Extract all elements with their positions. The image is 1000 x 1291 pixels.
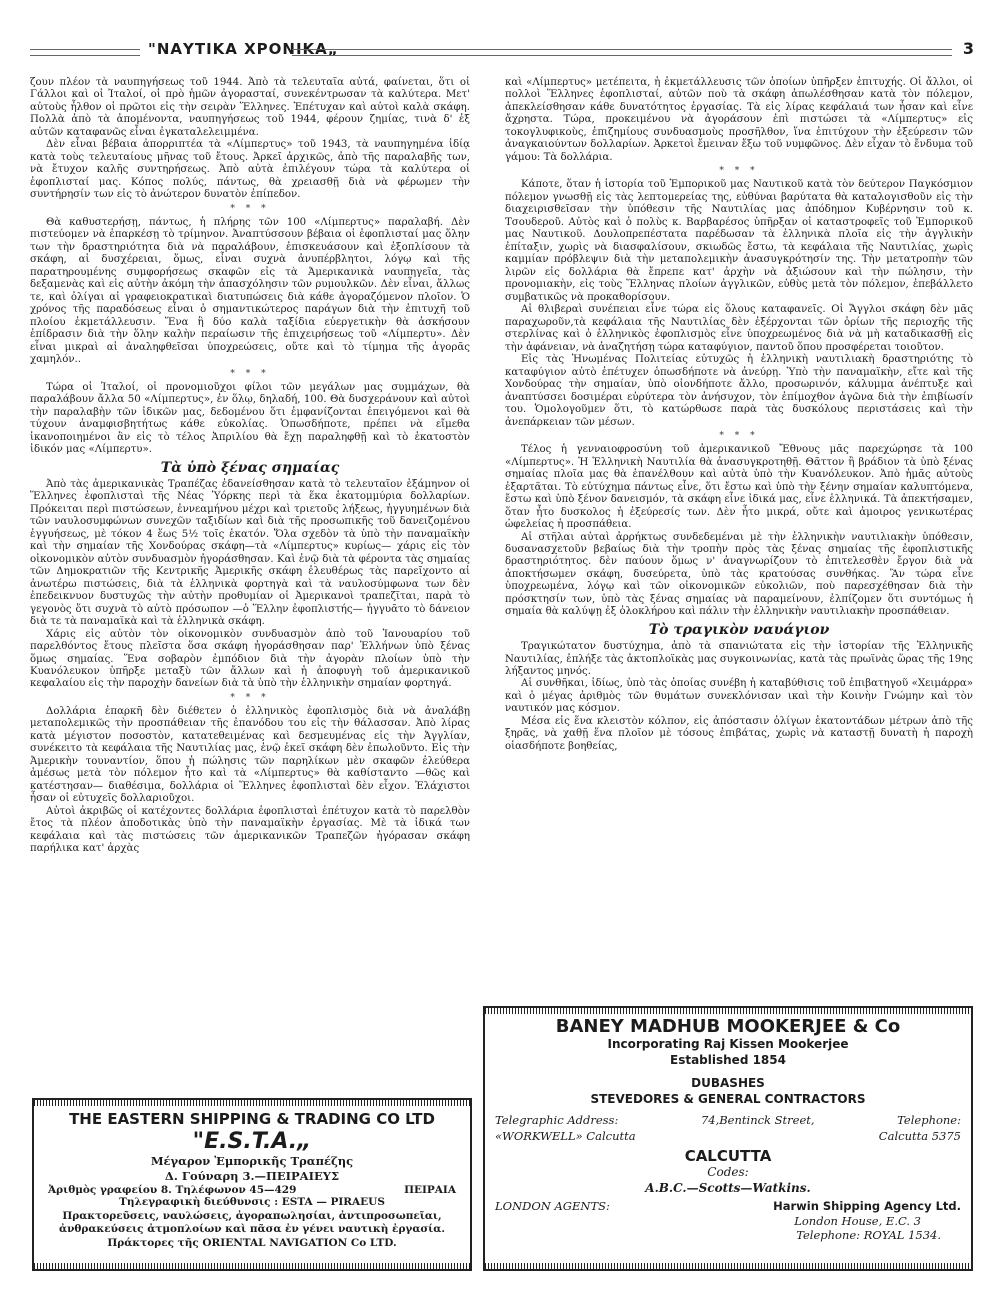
phone-row (40, 1184, 464, 1196)
telegraphic-label: Telegraphic Address: (495, 1113, 619, 1128)
page-number: 3 (962, 39, 974, 58)
telegraphic-value: «WORKWELL» Calcutta (495, 1128, 636, 1143)
header-rule-left (30, 49, 140, 56)
article-paragraph: Αἱ στῆλαι αὐταὶ ἀρρήκτως συνδεδεμέναι μὲ τὴν ἑλληνικὴν ναυτιλιακὴν ὑπόθεσιν, δυσανασχετοῦν βεβαίως διὰ τὴν τροπὴν πρὸς τὰς ξένας σημαίας τῆς ἐφοπλιστικῆς δραστηριότητος. δὲν παύουν ὅμως ν' ἀναγνωρίζουν τὸ ἐπιτελεσθὲν ἔργον διὰ νὰ ἀποκτήσωμεν σκάφη, δυσεύρετα, ὑπὸ τὰς κρατούσας συνθήκας. Ἂν τώρα εἶνε ὑποχρεωμένα, λόγῳ καὶ τῶν οἰκονομικῶν εὐκολιῶν, ποὺ παρεσχέθησαν διὰ τὴν πρόσκτησίν των, ὑπὸ τὰς ξένας σημαίας νὰ παραμείνουν, ἐλπίζομεν ὅτι συντόμως ἡ σημαία θὰ καλύψῃ ἐξ ὁλοκλήρου καὶ πάλιν τὴν ἑλληνικὴν ναυτιλιακὴν προσπάθειαν. (505, 531, 973, 618)
section-separator: * * * (719, 431, 759, 442)
ad-border-stripe (34, 1263, 470, 1269)
company-established: Established 1854 (670, 1052, 786, 1067)
company-incorporating: Incorporating Raj Kissen Mookerjee (607, 1037, 849, 1051)
article-paragraph: Τώρα οἱ Ἰταλοί, οἱ προνομιοῦχοι φίλοι τῶν μεγάλων μας συμμάχων, θὰ παραλάβουν ἄλλα 50 «Λίμπερτυς», ἐν ὅλῳ, δηλαδή, 100. Θὰ δυσχεράνουν καὶ αὐτοὶ τὴν παραλαβὴν τῶν ἰδικῶν μας, δεδομένου ὅτι ἐμφανίζονται ἐπειγόμενοι καὶ θὰ τύχουν ἀναμφισβητήτως κάθε εὐκολίας. Ὁπωσδήποτε, πρέπει νὰ εἴμεθα ἱκανοποιημένοι ἂν εἰς τὸ τέλος Ἀπριλίου θὰ ἔχῃ παραληφθῇ καὶ τὸ ἑκατοστὸν ἰδικόν μας «Λίμπερτυ». (30, 381, 470, 456)
article-paragraph: Αἱ συνθῆκαι, ἰδίως, ὑπὸ τὰς ὁποίας συνέβη ἡ καταβύθισις τοῦ ἐπιβατηγοῦ «Χειμάρρα» καὶ ὁ μέγας ἀριθμὸς τῶν θυμάτων συνεκλόνισαν ικαὶ τὴν Κοινὴν Γνώμην καὶ τὸν ναυτικόν μας κόσμον. (505, 678, 973, 715)
london-house: London House, E.C. 3 (794, 1214, 921, 1229)
advertisement-baney-madhub (483, 1006, 973, 1271)
company-role: DUBASHES (691, 1076, 765, 1091)
company-city: CALCUTTA (684, 1147, 772, 1166)
company-address: Μέγαρον Ἐμπορικῆς Τραπέζης (150, 1154, 354, 1168)
page-header (30, 38, 980, 64)
article-paragraph: καὶ «Λίμπερτυς» μετέπειτα, ἡ ἐκμετάλλευσις τῶν ὁποίων ὑπῆρξεν ἐπιτυχής. Οἱ ἄλλοι, οἱ πολλοὶ Ἕλληνες ἐφοπλισταί, αὐτῶν ποὺ τὰ σκάφη ἀπωλέσθησαν κατὰ τὸν πόλεμον, ἀπεκλείσθησαν κάθε δυνατότητος ἐργασίας. Τὰ εἰς λίρας κεφάλαιά των ἦσαν καὶ εἶνε ἄχρηστα. Τώρα, προκειμένου νὰ ἀγοράσουν ἐπὶ πιστώσει τὰ «Λίμπερτυς» εἰς τοκογλυφικοὺς, ἐπιζημίους συνδυασμοὺς προσῆλθον, ἵνα ἐπιτύχουν τὴν ἐξεύρεσιν τῶν ἀναγκαιούντων δολλαρίων. Ἀρκετοὶ ἔμειναν ἔξω τοῦ νυμφῶνος. Δὲν εἶχαν τὸ ἔνδυμα τοῦ γάμου: Τὰ δολλάρια. (505, 77, 973, 163)
article-paragraph: Κάποτε, ὅταν ἡ ἱστορία τοῦ Ἐμπορικοῦ μας Ναυτικοῦ κατὰ τὸν δεύτερον Παγκόσμιον πόλεμον γνωσθῇ εἰς τὰς λεπτομερείας της, εὐθύναι βαρύτατα θὰ καταλογισθοῦν εἰς τὴν διαχειρισθεῖσαν τὴν ὑπόθεσιν τῆς Ναυτιλίας μας ἀπόδημον Κυβέρνησιν τοῦ κ. Τσουδεροῦ. Αὐτὸς καὶ ὁ πολὺς κ. Βαρβαρέσος ὑπῆρξαν οἱ καταστροφεῖς τοῦ Ἐμπορικοῦ μας Ναυτικοῦ. Δουλοπρεπέστατα παρέδωσαν τὰ ἑλληνικὰ πλοῖα εἰς τὴν ἀγγλικὴν ἐπίταξιν, χωρὶς νὰ διασφαλίσουν, σκιωδῶς ἔστω, τὰ κεφάλαια τῆς Ναυτιλίας, χωρὶς καμμίαν πρόβλεψιν διὰ τὴν μεταπολεμικὴν ἀνασυγκρότησίν της. Τὴν μετατροπὴν τῶν λιρῶν εἰς δολλάρια θὰ ἔπρεπε κατ' ἀρχὴν νὰ ἀξιώσουν καὶ τὴν πώλησιν, τὴν προνομιακὴν, εἰς τοὺς Ἕλληνας πλοίων ἀγγλικῶν, εὐθὺς μετὰ τὸν πόλεμον, ἐπεβάλλετο συμβατικῶς νὰ προκαθορίσουν. (505, 179, 973, 303)
london-phone: Telephone: ROYAL 1534. (796, 1228, 941, 1243)
article-paragraph: Χάρις εἰς αὐτὸν τὸν οἰκονομικὸν συνδυασμὸν ἀπὸ τοῦ Ἰανουαρίου τοῦ παρελθόντος ἔτους πλεῖστα ὅσα σκάφη ἠγοράσθησαν παρ' Ἑλλήνων ὑπὸ ξένας ὅμως σημαίας. Ἕνα σοβαρὸν ἐμπόδιον διὰ τὴν ἀγορὰν πλοίων ὑπὸ τὴν Κυανόλευκον ὑπῆρξε μεταξὺ τῶν ἄλλων καὶ ἡ ἀποφυγὴ τοῦ ἀμερικανικοῦ κεφαλαίου εἰς τὴν παροχὴν δανείων διὰ τὰ ὑπὸ τὴν ἑλληνικὴν σημαίαν φορτηγά. (30, 628, 470, 690)
article-paragraph: Τραγικώτατον δυστύχημα, ἀπὸ τὰ σπανιώτατα εἰς τὴν ἱστορίαν τῆς Ἑλληνικῆς Ναυτιλίας, ἐπλήξε τὰς ἀκτοπλοϊκὰς μας συγκοινωνίας, κατὰ τὰς πρωϊνὰς ὥρας τῆς 19ης λήξαντος μηνός. (505, 641, 973, 677)
ad-content (40, 1108, 464, 1261)
ad-border-stripe (34, 1100, 470, 1106)
codes-label: Codes: (707, 1165, 749, 1180)
article-paragraph: Εἰς τὰς Ἡνωμένας Πολιτείας εὐτυχῶς ἡ ἑλληνικὴ ναυτιλιακὴ δραστηριότης τὸ καταφύγιον αὐτὸ ἐπέτυχεν ὁπωσδήποτε νὰ ἀνεύρῃ. Ὑπὸ τὴν παναμαϊκὴν, εἴτε καὶ τῆς Χονδούρας τὴν σημαίαν, ὑπὸ οἱονδήποτε ἄλλο, προσωρινόν, κάλυμμα ἀνέπτυξε καὶ ἀναπτύσσει δοσιμέραι εὐρύτερα τὸν ἀνήσυχον, τὸν ἐπίμοχθον ἀγῶνα διὰ τὴν ἐπιβίωσίν του. Ὁμολογοῦμεν ὅτι, τὸ κατώρθωσε παρὰ τὰς δυσκόλους περιστάσεις καὶ τὴν ἀνεπάρκειαν τῶν μέσων. (505, 354, 973, 428)
article-paragraph: Μέσα εἰς ἕνα κλειστὸν κόλπον, εἰς ἀπόστασιν ὀλίγων ἑκατοντάδων μέτρων ἀπὸ τῆς ξηρᾶς, νὰ χαθῇ ἕνα πλοῖον μὲ τόσους ἐπιβάτας, χωρὶς νὰ καταστῇ δυνατὴ ἡ παροχὴ οἱασδήποτε βοηθείας, (505, 715, 973, 752)
contact-row (495, 1129, 961, 1145)
company-agents: Πράκτορες τῆς ORIENTAL NAVIGATION Co LTD. (107, 1236, 397, 1249)
advertisement-esta (32, 1098, 472, 1271)
london-agent-name: Harwin Shipping Agency Ltd. (773, 1198, 961, 1213)
telephone-value: Calcutta 5375 (878, 1128, 961, 1143)
article-paragraph: Δὲν εἶναι βέβαια ἀπορριπτέα τὰ «Λίμπερτυς» τοῦ 1943, τὰ ναυπηγημένα ἰδίᾳ κατὰ τοὺς τελευταίους μῆνας τοῦ ἔτους. Ἀρκεῖ ἀρχικῶς, ἀπὸ τῆς παραλαβῆς των, νὰ ἔτυχον καλῆς συντηρήσεως. Ἀπὸ αὐτὰ ἐπιλέγουν τώρα τὰ καλύτερα οἱ ἐφοπλισταί μας. Κόπος πολύς, πάντως, θὰ χρειασθῇ διὰ νὰ φέρωμεν τὴν συντήρησίν των εἰς τὸ ἀνώτερον δυνατὸν ἐπίπεδον. (30, 139, 470, 201)
section-separator: * * * (230, 368, 270, 379)
article-paragraph: Δολλάρια ἐπαρκῆ δὲν διέθετεν ὁ ἑλληνικὸς ἐφοπλισμὸς διὰ νὰ ἀναλάβῃ μεταπολεμικῶς τὴν προσπάθειαν τῆς ἐπανόδου του εἰς τὴν θάλασσαν. Ἀπὸ λίρας κατὰ μέγιστον ποσοστὸν, κατατεθειμένας καὶ δεσμευμένας εἰς τὴν Ἀγγλίαν, συνέκειτο τὰ κεφάλαια τῆς Ναυτιλίας μας, ἐνῷ ἐκεῖ σκάφη δὲν ἐπωλοῦντο. Εἰς τὴν Ἀμερικὴν τουναντίον, ὅπου ἡ πώλησις τῶν παρηλίκων μὲν σκαφῶν ἐλεύθερα ἀμέσως μετὰ τὸν πόλεμον ἦτο καὶ τὰ «Λίμπερτυς» θὰ καθίσταντο —θῶς καὶ κατέστησαν— διαθέσιμα, δολλάρια οἱ Ἕλληνες ἐφοπλισταὶ δὲν εἶχον. Ἐλάχιστοι ἦσαν οἱ εὐτυχεῖς δολλαριοῦχοι. (30, 705, 470, 805)
article-paragraph: Αὐτοὶ ἀκριβῶς οἱ κατέχοντες δολλάρια ἐφοπλισταὶ ἐπέτυχον κατὰ τὸ παρελθὸν ἔτος τὰ πλέον ἀποδοτικὰς ὑπὸ τὴν παναμαϊκὴν ἐργασίας. Μὲ τὰ ἰδικά των κεφάλαια καὶ τὰς πιστώσεις τῶν ἀμερικανικῶν Τραπεζῶν ἠγόρασαν σκάφη παρήλικα κατ' ἀρχὰς (30, 805, 470, 855)
telegraph-address: Τηλεγραφικὴ διεύθυνσις : ESTA — PIRAEUS (119, 1195, 385, 1208)
telephone-label: Telephone: (897, 1113, 961, 1128)
article-paragraph: Αἱ θλιβεραὶ συνέπειαι εἶνε τώρα εἰς ὅλους καταφανεῖς. Οἱ Ἄγγλοι σκάφη δὲν μᾶς παραχωροῦν,τὰ κεφάλαια τῆς Ναυτιλίας δὲν ἐξέρχονται τῶν ὁρίων τῆς περιοχῆς τῆς στερλίνας καὶ ὁ ἑλληνικὸς ἐφοπλισμὸς εἶνε ὑποχρεωμένος διὰ νὰ μὴ καταδικασθῇ εἰς τὴν ἀφάνειαν, νὰ ἀναζητήσῃ τώρα καταφύγιον, παντοῦ ὅπου προσφέρεται τοιοῦτον. (505, 304, 973, 353)
company-name: THE EASTERN SHIPPING & TRADING CO LTD (69, 1110, 435, 1128)
phone-label: Ἀριθμὸς γραφείου 8. Τηλέφωνον 45—429 (48, 1183, 297, 1196)
section-heading: Τὸ τραγικὸν ναυάγιον (648, 621, 830, 638)
article-paragraph: ζουν πλέον τὰ ναυπηγήσεως τοῦ 1944. Ἀπὸ τὰ τελευταῖα αὐτά, φαίνεται, ὅτι οἱ Γάλλοι καὶ οἱ Ἰταλοί, οἱ πρὸ ἡμῶν ἀγορασταί, συνεκέντρωσαν τὰ καλύτερα. Μετ' αὐτοὺς ἦλθον οἱ πρῶτοι εἰς τὴν σειρὰν Ἕλληνες. Ἐπέτυχαν καὶ αὐτοὶ καλὰ σκάφη. Πολλὰ ἀπὸ τὰ ἀπομένοντα, ναυπηγήσεως τοῦ 1944, φέρουν ζημίας, τινὰ δ' ἐξ αὐτῶν καταφανῶς εἶναι ἐγκαταλελειμμένα. (30, 77, 470, 138)
section-separator: * * * (230, 203, 270, 214)
company-acronym: "E.S.T.A.„ (192, 1129, 312, 1154)
company-services: Πρακτορεῦσεις, ναυλώσεις, ἀγοραπωλησίαι, ἀντιπροσωπεῖαι, ἀνθρακεύσεις ἀτμοπλοίων καὶ πᾶσα ἐν γένει ναυτικὴ ἐργασία. (59, 1209, 445, 1236)
company-name: BANEY MADHUB MOOKERJEE & Co (555, 1016, 901, 1037)
ad-content (495, 1016, 961, 1261)
london-agents-label: LONDON AGENTS: (495, 1198, 610, 1213)
right-column (505, 77, 973, 753)
left-column (30, 77, 470, 856)
london-agents-row (495, 1199, 961, 1215)
ad-border-stripe (485, 1263, 971, 1269)
company-address: Δ. Γούναρη 3.—ΠΕΙΡΑΙΕΥΣ (164, 1168, 340, 1183)
street-address: 74,Bentinck Street, (700, 1113, 815, 1128)
company-role: STEVEDORES & GENERAL CONTRACTORS (590, 1091, 866, 1106)
article-paragraph: Ἀπὸ τὰς ἀμερικανικὰς Τραπέζας ἐδανείσθησαν κατὰ τὸ τελευταῖον ἑξάμηνον οἱ Ἕλληνες ἐφοπλισταὶ τῆς Νέας Ὑόρκης περὶ τὰ ἕκα ἑκατομμύρια δολλαρίων. Πρόκειται περὶ πιστώσεων, ἐννεαμήνου μέχρι καὶ τριετοῦς λήξεως, ἠγγυημένων διὰ τῶν ναυλοσυμφώνων συνεχῶν ταξιδίων καὶ διὰ τῆς προσωπικῆς τοῦ δανειζομένου ἐγγυήσεως, μὲ τόκον 4 ἕως 5½ τοῖς ἑκατόν. Ὅλα σχεδὸν τὰ ὑπὸ τὴν παναμαϊκὴν καὶ τὴν σημαίαν τῆς Χονδούρας σκάφη—τὰ «Λίμπερτυς» κυρίως— χάρις εἰς τὸν οἰκονομικὸν αὐτὸν συνδυασμὸν ἠγοράσθησαν. Καὶ ἐνῷ διὰ τὰ φέροντα τὰς σημαίας τῶν Δημοκρατιῶν τῆς Κεντρικῆς Ἀμερικῆς σκάφη ἐλευθέρως τὰς παρεῖχοντο αἱ ἀνωτέρω πιστώσεις, διὰ τὰ ἑλληνικὰ φορτηγὰ καὶ τὰ ναυλοσύμφωνα των δὲν ἐπεδεικνυον δυστυχῶς τὴν αὐτὴν προθυμίαν οἱ Ἀμερικανοὶ τραπεζῖται, παρὰ τὸ γεγονὸς ὅτι συχνὰ τὸ αὐτὸ πρόσωπον —ὁ Ἕλλην ἐφοπλιστής— ἠγγυᾶτο τὸ δάνειον διὰ τε τὰ παναμαϊκὰ καὶ τὰ ἑλληνικὰ σκάφη. (30, 478, 470, 628)
section-heading: Τὰ ὑπὸ ξένας σημαίας (160, 459, 340, 476)
section-separator: * * * (719, 166, 759, 177)
ad-border-stripe (485, 1008, 971, 1014)
header-rule-right (292, 49, 952, 56)
article-paragraph: Τέλος ἡ γενναιοφροσύνη τοῦ ἀμερικανικοῦ Ἔθνους μᾶς παρεχώρησε τὰ 100 «Λίμπερτυς». Ἡ Ἑλληνικὴ Ναυτιλία θὰ ἀνασυγκροτηθῇ. Θᾶττον ἢ βράδιον τὰ ὑπὸ ξένας σημαίας πλοῖα μας θὰ ἐπανέλθουν καὶ αὐτὰ ὑπὸ τὴν Κυανόλευκον. Ἀπὸ ἡμᾶς αὐτοὺς ἐξαρτᾶται. Τὸ εὐτύχημα πάντως εἶνε, ὅτι ἔστω καὶ ὑπὸ τὴν ξένην σημαίαν καλυπτόμενα, ἔστω καὶ ὑπὸ ξένον δανεισμόν, τὰ σκάφη εἶνε ἰδικά μας, εἶνε ἑλληνικά. Τὰ ἀπεκτήσαμεν, ὅταν ἦτο δυσκολος ἡ ἐξεύρεσίς των. Δὲν ἦτο μικρά, οὔτε καὶ ἀμοιρος γενικωτέρας ὠφελείας ἡ προσπάθεια. (505, 444, 973, 531)
codes-value: A.B.C.—Scotts—Watkins. (645, 1181, 811, 1195)
phone-city: ΠΕΙΡΑΙΑ (404, 1183, 456, 1196)
newspaper-title: "ΝΑΥΤΙΚΑ ΧΡΟΝΙΚΑ„ (148, 40, 339, 58)
contact-row (495, 1113, 961, 1129)
section-separator: * * * (230, 692, 270, 703)
article-paragraph: Θὰ καθυστερήσῃ, πάντως, ἡ πλήρης τῶν 100 «Λίμπερτυς» παραλαβή. Δὲν πιστεύομεν νὰ ἐπαρκέσῃ τὸ τρίμηνον. Ἀναπτύσσουν βέβαια οἱ ἐφοπλισταί μας ὅλην των τὴν δραστηριότητα διὰ νὰ παραλάβουν, ἐπισκευάσουν καὶ ἐξοπλίσουν τὰ σκάφη, αἱ δυσχέρειαι, ὅμως, εἶναι συχνὰ ἀνυπέρβλητοι, λόγῳ καὶ τῆς παρατηρουμένης συμφορήσεως σκαφῶν εἰς τὰ Ἀμερικανικὰ ναυπηγεῖα, τὰς δεξαμενὰς καὶ εἰς αὐτὴν ἀκόμη τὴν ἀπασχόλησιν τῶν ρυμουλκῶν. Δὲν εἶναι, ἄλλως τε, καὶ ὀλίγαι αἱ γραφειοκρατικαὶ διατυπώσεις διὰ κάθε ἀγοραζόμενον πλοῖον. Ὁ χρόνος τῆς παραδόσεως εἶναι ὁ σημαντικώτερος παράγων διὰ τὴν ἐπιτυχῆ τοῦ πλοίου ἐκμετάλλευσιν. Ἕνα ἢ δύο καλὰ ταξίδια εὐεργετικὴν θὰ ἀσκήσουν ἐπίδρασιν διὰ τὴν ὅλην καλὴν περαίωσιν τῆς ἐπιχειρήσεως τοῦ «Λίμπερτυ». Δὲν εἶναι μικραὶ αἱ ἀναληφθεῖσαι ὑποχρεώσεις, οὔτε καὶ τὸ τίμημα τῆς ἀγορᾶς χαμηλόν.. (30, 216, 470, 366)
